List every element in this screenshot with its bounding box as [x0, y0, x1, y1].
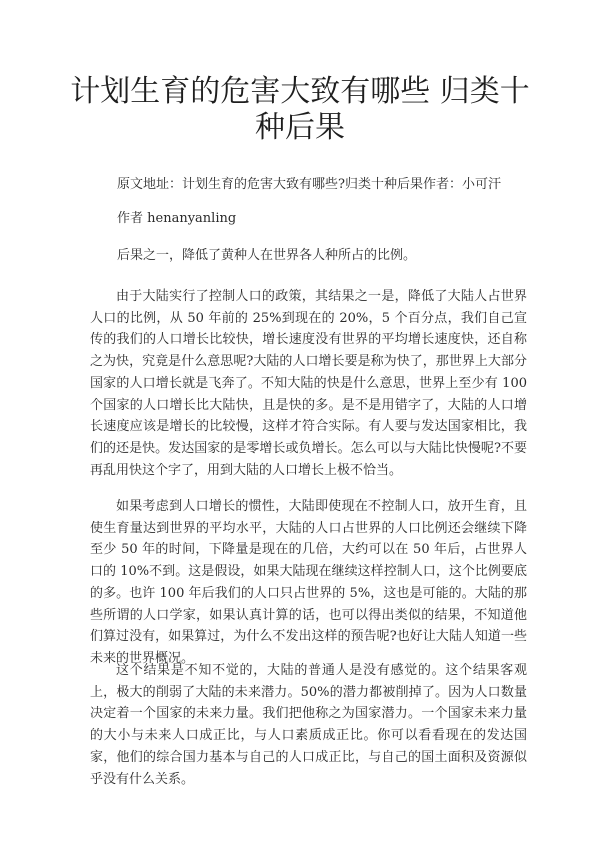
author-line: 作者 henanyanling	[117, 211, 237, 226]
section-heading: 后果之一，降低了黄种人在世界各人种所占的比例。	[117, 248, 417, 263]
paragraph-1: 由于大陆实行了控制人口的政策，其结果之一是，降低了大陆人占世界人口的比例，从 50 年前的 25%到现在的 20%，5 个百分点，我们自己宣传的我们的人口增长比较快，增长速度没有世界的平均增长速度快，还自称之为快，究竟是什么意思呢?大陆的人口增长要是称为快了，那世界上大部分国家的人口增长就是飞奔了。不知大陆的快是什么意思，世界上至少有 100 个国家的人口增长比大陆快，且是快的多。是不是用错字了，大陆的人口增长速度应该是增长的比较慢，这样才符合实际。有人要与发达国家相比，我们的还是快。发达国家的是零增长或负增长。怎么可以与大陆比快慢呢?不要再乱用快这个字了，用到大陆的人口增长上极不恰当。	[90, 289, 527, 478]
paragraph-2: 如果考虑到人口增长的惯性，大陆即使现在不控制人口，放开生育，且使生育量达到世界的平均水平，大陆的人口占世界的人口比例还会继续下降至少 50 年的时间，下降量是现在的几倍，大约可以在 50 年后，占世界人口的 10%不到。这是假设，如果大陆现在继续这样控制人口，这个比例要底的多。也许 100 年后我们的人口只占世界的 5%，这也是可能的。大陆的那些所谓的人口学家，如果认真计算的话，也可以得出类似的结果，不知道他们算过没有，如果算过，为什么不发出这样的预告呢?也好让大陆人知道一些未来的世界概况。	[90, 499, 527, 666]
paragraph-3: 这个结果是不知不觉的，大陆的普通人是没有感觉的。这个结果客观上，极大的削弱了大陆的未来潜力。50%的潜力都被削掉了。因为人口数量决定着一个国家的未来力量。我们把他称之为国家潜力。一个国家未来力量的大小与未来人口成正比，与人口素质成正比。你可以看看现在的发达国家，他们的综合国力基本与自己的人口成正比，与自己的国土面积及资源似乎没有什么关系。	[90, 663, 527, 787]
source-line: 原文地址：计划生育的危害大致有哪些?归类十种后果作者：小可汗	[117, 177, 501, 192]
document-title: 计划生育的危害大致有哪些 归类十种后果	[70, 74, 530, 145]
